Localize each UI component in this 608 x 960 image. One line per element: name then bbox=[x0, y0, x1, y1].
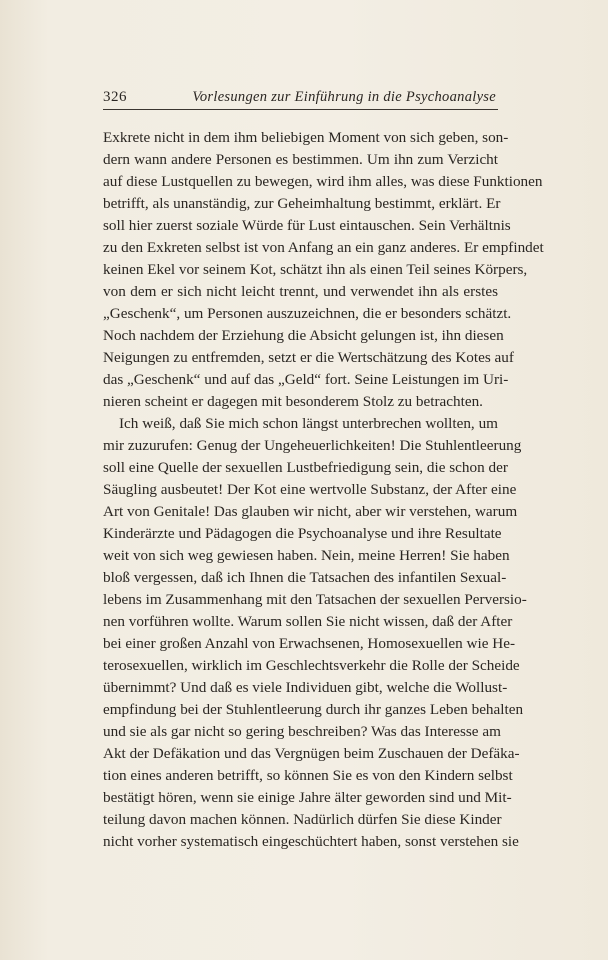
text-line: nicht vorher systematisch eingeschüchtert haben, sonst verstehen sie bbox=[103, 833, 519, 850]
text-line: soll eine Quelle der sexuellen Lustbefriedigung sein, die schon der bbox=[103, 459, 508, 476]
text-line: nen vorführen wollte. Warum sollen Sie nicht wissen, daß der After bbox=[103, 613, 513, 630]
body-text bbox=[103, 127, 544, 853]
text-line: bloß vergessen, daß ich Ihnen die Tatsachen des infantilen Sexual- bbox=[103, 569, 507, 586]
text-line: Noch nachdem der Erziehung die Absicht gelungen ist, ihn diesen bbox=[103, 327, 504, 344]
text-line: Neigungen zu entfremden, setzt er die Wertschätzung des Kotes auf bbox=[103, 349, 514, 366]
text-line: Ich weiß, daß Sie mich schon längst unterbrechen wollten, um bbox=[119, 415, 498, 432]
text-line: Säugling ausbeutet! Der Kot eine wertvolle Substanz, der After eine bbox=[103, 481, 517, 498]
text-line: tion eines anderen betrifft, so können Sie es von den Kindern selbst bbox=[103, 767, 513, 784]
text-line: zu den Exkreten selbst ist von Anfang an ein ganz anderes. Er empfindet bbox=[103, 239, 544, 256]
text-line: lebens im Zusammenhang mit den Tatsachen der sexuellen Perversio- bbox=[103, 591, 527, 608]
text-line: bei einer großen Anzahl von Erwachsenen, Homosexuellen wie He- bbox=[103, 635, 516, 652]
text-line: Kinderärzte und Pädagogen die Psychoanalyse und ihre Resultate bbox=[103, 525, 502, 542]
text-line: das „Geschenk“ und auf das „Geld“ fort. Seine Leistungen im Uri- bbox=[103, 371, 509, 388]
text-line: soll hier zuerst soziale Würde für Lust eintauschen. Sein Verhältnis bbox=[103, 217, 511, 234]
text-line: bestätigt hören, wenn sie einige Jahre älter geworden sind und Mit- bbox=[103, 789, 512, 806]
page-number: 326 bbox=[103, 89, 127, 105]
text-line: dern wann andere Personen es bestimmen. Um ihn zum Verzicht bbox=[103, 151, 498, 168]
text-line: teilung davon machen können. Nadürlich dürfen Sie diese Kinder bbox=[103, 811, 502, 828]
text-line: terosexuellen, wirklich im Geschlechtsverkehr die Rolle der Scheide bbox=[103, 657, 520, 674]
text-line: Exkrete nicht in dem ihm beliebigen Moment von sich geben, son- bbox=[103, 129, 509, 146]
text-line: von dem er sich nicht leicht trennt, und verwendet ihn als erstes bbox=[103, 283, 498, 300]
text-line: betrifft, als unanständig, zur Geheimhaltung bestimmt, erklärt. Er bbox=[103, 195, 501, 212]
text-line: auf diese Lustquellen zu bewegen, wird ihm alles, was diese Funktionen bbox=[103, 173, 543, 190]
text-line: empfindung bei der Stuhlentleerung durch ihr ganzes Leben behalten bbox=[103, 701, 524, 718]
text-line: übernimmt? Und daß es viele Individuen gibt, welche die Wollust- bbox=[103, 679, 508, 696]
running-title: Vorlesungen zur Einführung in die Psychoanalyse bbox=[192, 89, 496, 105]
text-line: nieren scheint er dagegen mit besonderem Stolz zu betrachten. bbox=[103, 393, 483, 410]
text-line: Art von Genitale! Das glauben wir nicht, aber wir verstehen, warum bbox=[103, 503, 518, 520]
page-header bbox=[103, 88, 498, 110]
text-line: und sie als gar nicht so gering beschreiben? Was das Interesse am bbox=[103, 723, 501, 740]
text-line: mir zuzurufen: Genug der Ungeheuerlichkeiten! Die Stuhlentleerung bbox=[103, 437, 522, 454]
text-line: Akt der Defäkation und das Vergnügen beim Zuschauen der Defäka- bbox=[103, 745, 520, 762]
text-line: weit von sich weg gewiesen haben. Nein, meine Herren! Sie haben bbox=[103, 547, 510, 564]
text-line: „Geschenk“, um Personen auszuzeichnen, die er besonders schätzt. bbox=[103, 305, 512, 322]
text-line: keinen Ekel vor seinem Kot, schätzt ihn als einen Teil seines Körpers, bbox=[103, 261, 528, 278]
